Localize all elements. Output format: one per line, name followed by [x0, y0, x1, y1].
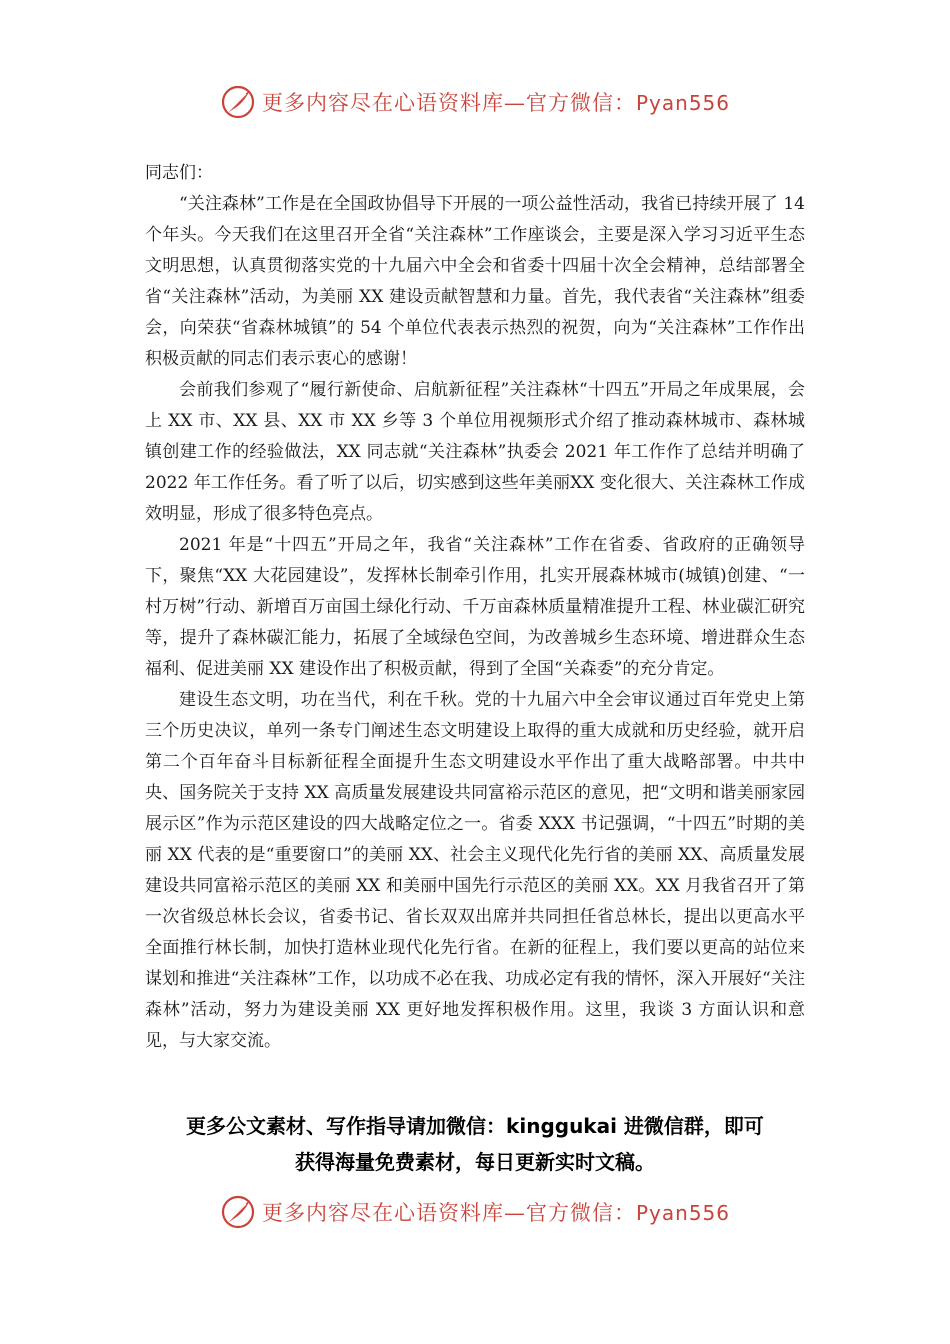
paragraph-2: 会前我们参观了“履行新使命、启航新征程”关注森林“十四五”开局之年成果展，会上 XX 市、XX 县、XX 市 XX 乡等 3 个单位用视频形式介绍了推动森林城市、森林城镇创建工作的经验做法，XX 同志就“关注森林”执委会 2021 年工作作了总结并明确了 2022 年工作任务。看了听了以后，切实感到这些年美丽XX 变化很大、关注森林工作成效明显，形成了很多特色亮点。 [145, 380, 805, 524]
feather-pen-logo-icon [220, 84, 256, 120]
speech-document [145, 158, 805, 1057]
header-banner-text: 更多内容尽在心语资料库—官方微信：Pyan556 [261, 91, 730, 115]
greeting: 同志们： [145, 163, 213, 183]
paragraph-4: 建设生态文明，功在当代，利在千秋。党的十九届六中全会审议通过百年党史上第三个历史决议，单列一条专门阐述生态文明建设上取得的重大成就和历史经验，就开启第二个百年奋斗目标新征程全面提升生态文明建设水平作出了重大战略部署。中共中央、国务院关于支持 XX 高质量发展建设共同富裕示范区的意见，把“文明和谐美丽家园展示区”作为示范区建设的四大战略定位之一。省委 XXX 书记强调，“十四五”时期的美丽 XX 代表的是“重要窗口”的美丽 XX、社会主义现代化先行省的美丽 XX、高质量发展建设共同富裕示范区的美丽 XX 和美丽中国先行示范区的美丽 XX。XX 月我省召开了第一次省级总林长会议，省委书记、省长双双出席并共同担任省总林长，提出以更高水平全面推行林长制，加快打造林业现代化先行省。在新的征程上，我们要以更高的站位来谋划和推进“关注森林”工作，以功成不必在我、功成必定有我的情怀，深入开展好“关注森林”活动，努力为建设美丽 XX 更好地发挥积极作用。这里，我谈 3 方面认识和意见，与大家交流。 [145, 690, 805, 1051]
paragraph-1: “关注森林”工作是在全国政协倡导下开展的一项公益性活动，我省已持续开展了 14 个年头。今天我们在这里召开全省“关注森林”工作座谈会，主要是深入学习习近平生态文明思想，认真贯彻落实党的十九届六中全会和省委十四届十次全会精神，总结部署全省“关注森林”活动，为美丽 XX 建设贡献智慧和力量。首先，我代表省“关注森林”组委会，向荣获“省森林城镇”的 54 个单位代表表示热烈的祝贺，向为“关注森林”工作作出积极贡献的同志们表示衷心的感谢！ [145, 194, 805, 369]
header-banner [0, 80, 950, 124]
promo-line-1: 更多公文素材、写作指导请加微信：kinggukai 进微信群，即可 [186, 1114, 764, 1138]
promo-notice [130, 1108, 820, 1180]
footer-banner-text: 更多内容尽在心语资料库—官方微信：Pyan556 [261, 1201, 730, 1225]
paragraph-3: 2021 年是“十四五”开局之年，我省“关注森林”工作在省委、省政府的正确领导下，聚焦“XX 大花园建设”，发挥林长制牵引作用，扎实开展森林城市(城镇)创建、“一村万树”行动、新增百万亩国土绿化行动、千万亩森林质量精准提升工程、林业碳汇研究等，提升了森林碳汇能力，拓展了全域绿色空间，为改善城乡生态环境、增进群众生态福利、促进美丽 XX 建设作出了积极贡献，得到了全国“关森委”的充分肯定。 [145, 535, 805, 679]
footer-wechat-id: Pyan556 [635, 1201, 730, 1225]
header-wechat-id: Pyan556 [635, 91, 730, 115]
footer-banner [0, 1190, 950, 1234]
feather-pen-logo-icon [220, 1194, 256, 1230]
promo-line-2: 获得海量免费素材，每日更新实时文稿。 [295, 1150, 655, 1174]
